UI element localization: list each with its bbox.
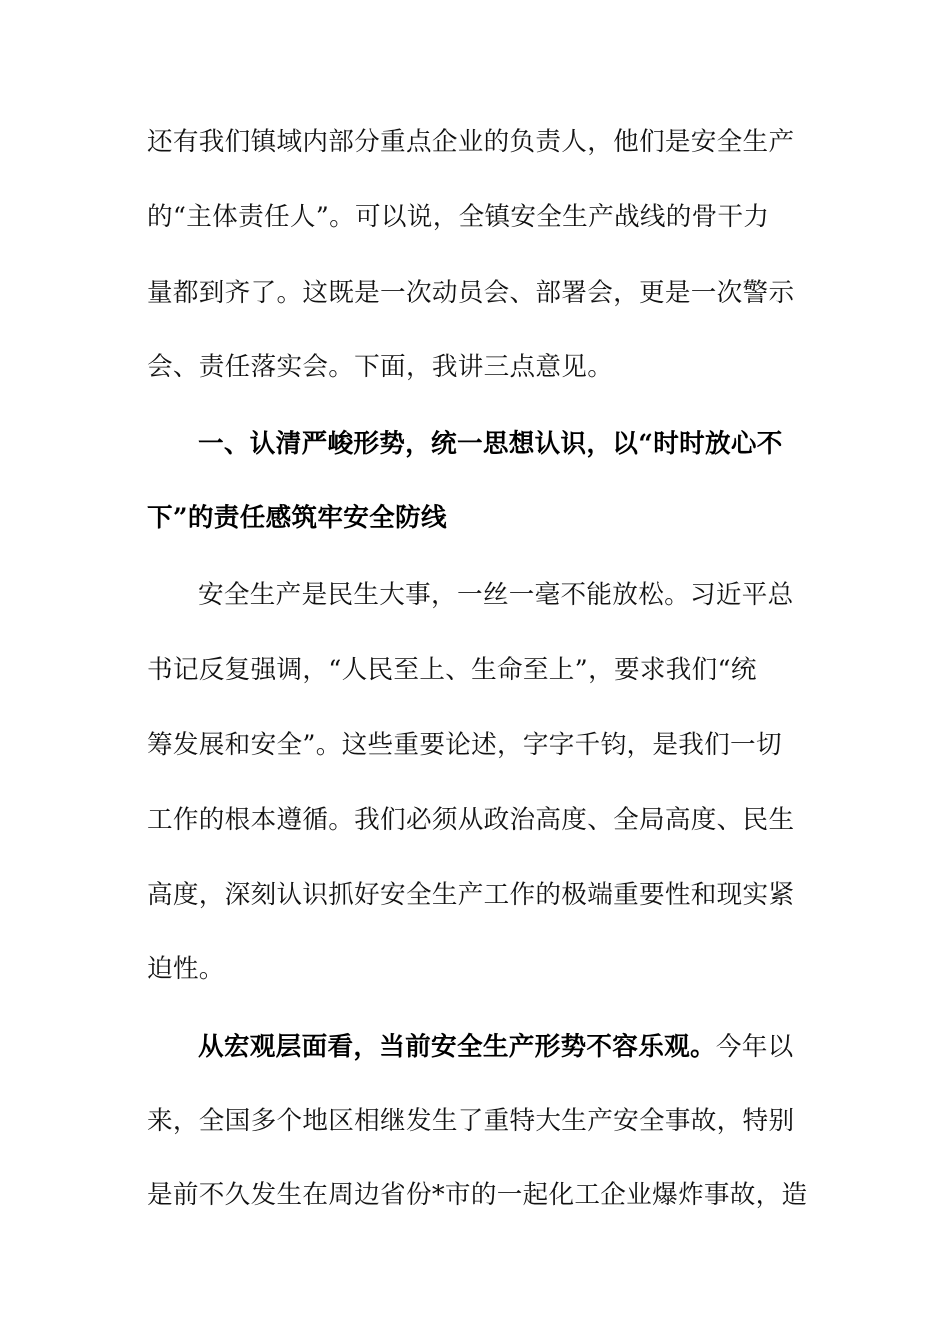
paragraph-1-line-4: 会、责任落实会。下面，我讲三点意见。 bbox=[147, 352, 614, 382]
paragraph-4-line-2: 来，全国多个地区相继发生了重特大生产安全事故，特别 bbox=[147, 1106, 795, 1136]
paragraph-3-line-2: 书记反复强调，“人民至上、生命至上”，要求我们“统 bbox=[147, 655, 757, 685]
paragraph-4-lead-rest: 今年以 bbox=[715, 1032, 794, 1062]
paragraph-3-line-1: 安全生产是民生大事，一丝一毫不能放松。习近平总 bbox=[198, 580, 794, 610]
paragraph-1-line-3: 量都到齐了。这既是一次动员会、部署会，更是一次警示 bbox=[147, 278, 795, 308]
paragraph-4-line-3: 是前不久发生在周边省份*市的一起化工企业爆炸事故，造 bbox=[147, 1180, 808, 1210]
section-heading-line-1: 一、认清严峻形势，统一思想认识，以“时时放心不 bbox=[198, 429, 783, 459]
paragraph-4-lead-bold: 从宏观层面看，当前安全生产形势不容乐观。 bbox=[198, 1032, 716, 1062]
paragraph-3-line-4: 工作的根本遵循。我们必须从政治高度、全局高度、民生 bbox=[147, 805, 795, 835]
paragraph-3-line-3: 筹发展和安全”。这些重要论述，字字千钧，是我们一切 bbox=[147, 730, 782, 760]
section-heading-line-2: 下”的责任感筑牢安全防线 bbox=[147, 503, 447, 533]
paragraph-1-line-2: 的“主体责任人”。可以说，全镇安全生产战线的骨干力 bbox=[147, 202, 770, 232]
paragraph-3-line-6: 迫性。 bbox=[147, 954, 225, 984]
paragraph-4-line-1 bbox=[198, 1030, 858, 1064]
paragraph-3-line-5: 高度，深刻认识抓好安全生产工作的极端重要性和现实紧 bbox=[147, 880, 795, 910]
paragraph-1-line-1: 还有我们镇域内部分重点企业的负责人，他们是安全生产 bbox=[147, 127, 795, 157]
